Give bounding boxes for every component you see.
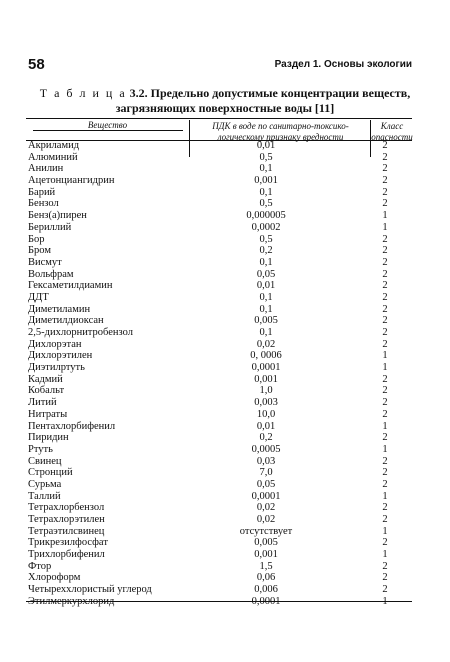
table-row	[26, 572, 412, 584]
hazard-class-cell: 2	[382, 560, 388, 572]
substance-cell: Дихлорэтан	[28, 338, 82, 350]
table-row	[26, 526, 412, 538]
mpc-cell: 0,2	[259, 245, 273, 257]
mpc-cell: 0,000005	[246, 210, 286, 222]
substance-cell: Акриламид	[28, 140, 80, 151]
substance-cell: ДДТ	[28, 291, 49, 303]
hazard-class-cell: 2	[382, 327, 388, 338]
mpc-cell: 0,001	[254, 549, 278, 561]
hazard-class-cell: 2	[382, 408, 388, 420]
substance-cell: Фтор	[28, 560, 52, 572]
substance-cell: Гексаметилдиамин	[28, 280, 113, 292]
mpc-cell: 0,01	[256, 280, 276, 292]
table-row	[26, 152, 412, 164]
hazard-class-cell: 1	[382, 490, 388, 502]
mpc-cell: 0,05	[256, 268, 276, 280]
mpc-cell: 0,1	[259, 163, 273, 175]
table-row	[26, 234, 412, 246]
table-bottom-rule	[26, 601, 412, 602]
mpc-cell: 0,02	[256, 338, 276, 350]
hazard-class-cell: 1	[382, 525, 388, 537]
substance-cell: Ацетонциангидрин	[28, 175, 115, 187]
section-title: Раздел 1. Основы экологии	[274, 59, 412, 70]
hazard-class-cell: 2	[382, 140, 388, 151]
hazard-class-cell: 1	[382, 595, 388, 607]
substance-cell: Бензол	[28, 198, 59, 210]
caption-label: Т а б л и ц а	[39, 86, 127, 100]
table-row	[26, 245, 412, 257]
table-row	[26, 421, 412, 433]
hazard-class-cell: 2	[382, 385, 388, 397]
substance-cell: Пентахлорбифенил	[28, 420, 116, 432]
substance-cell: Барий	[28, 186, 56, 198]
substance-cell: Нитраты	[28, 408, 68, 420]
substance-cell: 2,5-дихлорнитробензол	[28, 327, 133, 338]
hazard-class-cell: 2	[382, 478, 388, 490]
substance-cell: Висмут	[28, 256, 62, 268]
substance-cell: Бор	[28, 233, 45, 245]
substance-cell: Дихлорэтилен	[28, 350, 93, 362]
table-body	[26, 140, 412, 608]
table-row	[26, 584, 412, 596]
mpc-cell: 10,0	[256, 408, 276, 420]
substance-cell: Стронций	[28, 467, 73, 479]
table-row	[26, 444, 412, 456]
mpc-cell: 0,1	[259, 327, 273, 338]
substance-cell: Таллий	[28, 490, 61, 502]
substance-cell: Кадмий	[28, 373, 63, 385]
substance-cell: Трихлорбифенил	[28, 549, 105, 561]
substance-cell: Диметиламин	[28, 303, 91, 315]
hazard-class-cell: 2	[382, 198, 388, 210]
hazard-class-cell: 1	[382, 221, 388, 233]
mpc-cell: 0,5	[259, 198, 273, 210]
hazard-class-cell: 2	[382, 315, 388, 327]
substance-cell: Четыреххлористый углерод	[28, 584, 152, 596]
substance-cell: Литий	[28, 397, 57, 409]
hazard-class-cell: 2	[382, 514, 388, 525]
hazard-class-cell: 2	[382, 163, 388, 175]
hazard-class-cell: 2	[382, 256, 388, 268]
table-row	[26, 163, 412, 175]
hazard-class-cell: 2	[382, 584, 388, 596]
table-row	[26, 315, 412, 327]
table-row	[26, 339, 412, 351]
hazard-class-cell: 1	[382, 350, 388, 362]
hazard-class-cell: 2	[382, 455, 388, 467]
hazard-class-cell: 2	[382, 245, 388, 257]
table-row	[26, 175, 412, 187]
mpc-cell: 0,06	[256, 572, 276, 584]
table-top-rule	[26, 118, 412, 119]
hazard-class-cell: 2	[382, 175, 388, 187]
mpc-cell: 0,03	[256, 455, 276, 467]
mpc-cell: 0, 0006	[250, 350, 282, 362]
substance-cell: Хлороформ	[28, 572, 81, 584]
hazard-class-cell: 2	[382, 186, 388, 198]
mpc-cell: 0,0002	[251, 221, 281, 233]
substance-cell: Бром	[28, 245, 51, 257]
table-caption	[30, 86, 420, 116]
hazard-class-cell: 1	[382, 210, 388, 222]
substance-cell: Этилмеркурхлорид	[28, 595, 115, 607]
hazard-class-cell: 2	[382, 502, 388, 514]
substance-cell: Тетрахлорбензол	[28, 502, 105, 514]
hazard-class-cell: 2	[382, 151, 388, 163]
hazard-class-cell: 2	[382, 572, 388, 584]
mpc-cell: 0,0001	[251, 490, 281, 502]
table-row	[26, 210, 412, 222]
mpc-cell: 0,02	[256, 514, 276, 525]
hazard-class-cell: 1	[382, 549, 388, 561]
mpc-cell: 0,1	[259, 303, 273, 315]
mpc-cell: 1,0	[259, 385, 273, 397]
page-header	[28, 56, 412, 74]
mpc-cell: 0,01	[256, 420, 276, 432]
hazard-class-cell: 2	[382, 397, 388, 409]
table-row	[26, 409, 412, 421]
substance-cell: Трикрезилфосфат	[28, 537, 108, 549]
mpc-cell: 0,0001	[251, 362, 281, 374]
table-row	[26, 362, 412, 374]
mpc-cell: 0,006	[254, 584, 278, 596]
table-row	[26, 456, 412, 468]
substance-cell: Кобальт	[28, 385, 65, 397]
substance-cell: Вольфрам	[28, 268, 74, 280]
table-row	[26, 140, 412, 152]
table-row	[26, 304, 412, 316]
substance-cell: Ртуть	[28, 443, 53, 455]
caption-title: 3.2. Предельно допустимые концентрации веществ, загрязняющих поверхностные воды [11]	[115, 86, 411, 115]
table-row	[26, 549, 412, 561]
substance-cell: Бенз(а)пирен	[28, 210, 87, 222]
mpc-cell: 0,5	[259, 233, 273, 245]
mpc-cell: 1,5	[259, 560, 273, 572]
table-row	[26, 479, 412, 491]
table-row	[26, 269, 412, 281]
table-row	[26, 187, 412, 199]
substance-cell: Диметилдиоксан	[28, 315, 104, 327]
column-header-mpc: ПДК в воде по санитарно-токсико- логическому признаку вредности	[189, 120, 371, 157]
hazard-class-cell: 2	[382, 338, 388, 350]
mpc-cell: 0,5	[259, 151, 273, 163]
hazard-class-cell: 2	[382, 537, 388, 549]
hazard-class-cell: 2	[382, 233, 388, 245]
substance-cell: Свинец	[28, 455, 62, 467]
hazard-class-cell: 2	[382, 373, 388, 385]
table-row	[26, 327, 412, 339]
hazard-class-cell: 1	[382, 420, 388, 432]
substance-cell: Бериллий	[28, 221, 72, 233]
table-row	[26, 198, 412, 210]
mpc-cell: 0,005	[254, 537, 278, 549]
table-row	[26, 467, 412, 479]
mpc-cell: 7,0	[259, 467, 273, 479]
hazard-class-cell: 2	[382, 291, 388, 303]
table-row	[26, 502, 412, 514]
page-number: 58	[28, 56, 45, 73]
table-row	[26, 514, 412, 526]
mpc-cell: 0,1	[259, 291, 273, 303]
table-row	[26, 385, 412, 397]
table-row	[26, 350, 412, 362]
mpc-cell: 0,01	[256, 140, 276, 151]
mpc-cell: 0,2	[259, 432, 273, 444]
hazard-class-cell: 2	[382, 432, 388, 444]
mpc-cell: 0,05	[256, 478, 276, 490]
table-row	[26, 432, 412, 444]
hazard-class-cell: 2	[382, 467, 388, 479]
mpc-cell: 0,001	[254, 373, 278, 385]
hazard-class-cell: 1	[382, 362, 388, 374]
table-row	[26, 561, 412, 573]
mpc-cell: 0,1	[259, 256, 273, 268]
mpc-cell: 0,1	[259, 186, 273, 198]
hazard-class-cell: 2	[382, 268, 388, 280]
substance-cell: Пиридин	[28, 432, 69, 444]
table-row	[26, 257, 412, 269]
hazard-class-cell: 2	[382, 280, 388, 292]
column-header-hazard-class: Класс опасности	[370, 120, 413, 157]
substance-cell: Тетрахлорэтилен	[28, 514, 105, 525]
mpc-cell: 0,0001	[251, 595, 281, 607]
table-row	[26, 537, 412, 549]
column-header-substance: Вещество	[26, 120, 189, 131]
mpc-cell: 0,02	[256, 502, 276, 514]
substance-cell: Сурьма	[28, 478, 62, 490]
substance-cell: Анилин	[28, 163, 64, 175]
table-row	[26, 280, 412, 292]
mpc-cell: отсутствует	[239, 525, 293, 537]
table-row	[26, 491, 412, 503]
mpc-cell: 0,005	[254, 315, 278, 327]
substance-cell: Диэтилртуть	[28, 362, 85, 374]
table-row	[26, 292, 412, 304]
hazard-class-cell: 2	[382, 303, 388, 315]
substance-cell: Алюминий	[28, 151, 78, 163]
substance-cell: Тетраэтилсвинец	[28, 525, 105, 537]
mpc-cell: 0,001	[254, 175, 278, 187]
mpc-cell: 0,003	[254, 397, 278, 409]
table-row	[26, 222, 412, 234]
hazard-class-cell: 1	[382, 443, 388, 455]
mpc-cell: 0,0005	[251, 443, 281, 455]
table-row	[26, 374, 412, 386]
table-row	[26, 397, 412, 409]
